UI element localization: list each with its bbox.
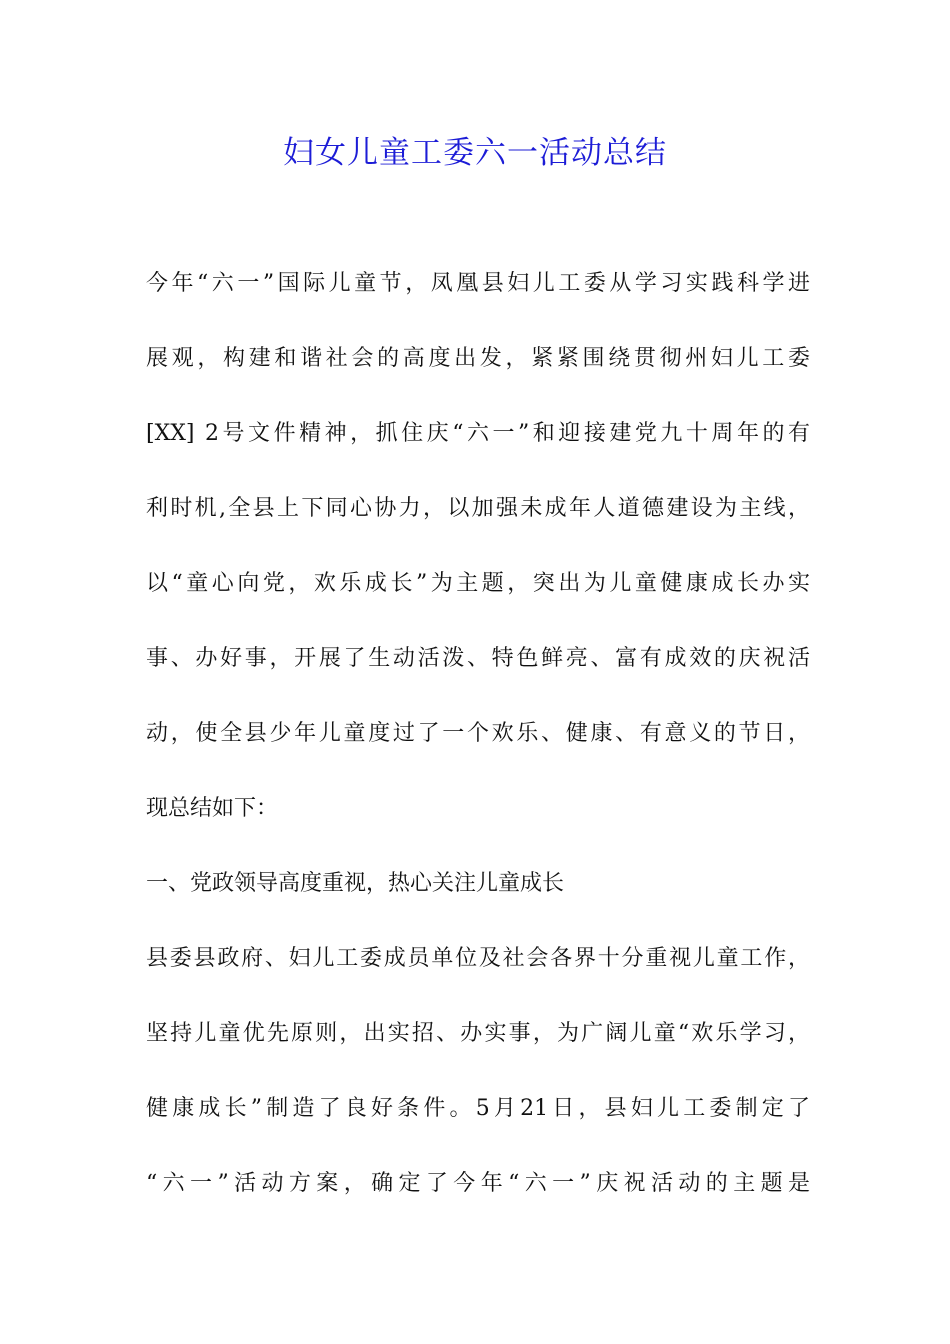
body-text-line: 展观，构建和谐社会的高度出发，紧紧围绕贯彻州妇儿工委 (146, 346, 810, 371)
document-title: 妇女儿童工委六一活动总结 (283, 135, 667, 171)
body-text-line: [XX] 2号文件精神，抓住庆“六一”和迎接建党九十周年的有 (146, 421, 810, 446)
body-text-line: 事、办好事，开展了生动活泼、特色鲜亮、富有成效的庆祝活 (146, 646, 810, 671)
body-text-line: 动，使全县少年儿童度过了一个欢乐、健康、有意义的节日， (146, 721, 810, 746)
body-text-line: 现总结如下： (146, 796, 279, 821)
body-text-line: 县委县政府、妇儿工委成员单位及社会各界十分重视儿童工作， (146, 946, 810, 971)
section-heading: 一、党政领导高度重视，热心关注儿童成长 (146, 871, 565, 896)
body-text-line: “六一”活动方案，确定了今年“六一”庆祝活动的主题是 (146, 1171, 810, 1196)
body-text-line: 今年“六一”国际儿童节，凤凰县妇儿工委从学习实践科学进 (146, 271, 810, 296)
body-text-line: 坚持儿童优先原则，出实招、办实事，为广阔儿童“欢乐学习， (146, 1021, 810, 1046)
body-text-line: 健康成长”制造了良好条件。5月21日，县妇儿工委制定了 (146, 1096, 810, 1121)
body-text-line: 利时机,全县上下同心协力，以加强未成年人道德建设为主线， (146, 496, 810, 521)
body-text-line: 以“童心向党，欢乐成长”为主题，突出为儿童健康成长办实 (146, 571, 810, 596)
